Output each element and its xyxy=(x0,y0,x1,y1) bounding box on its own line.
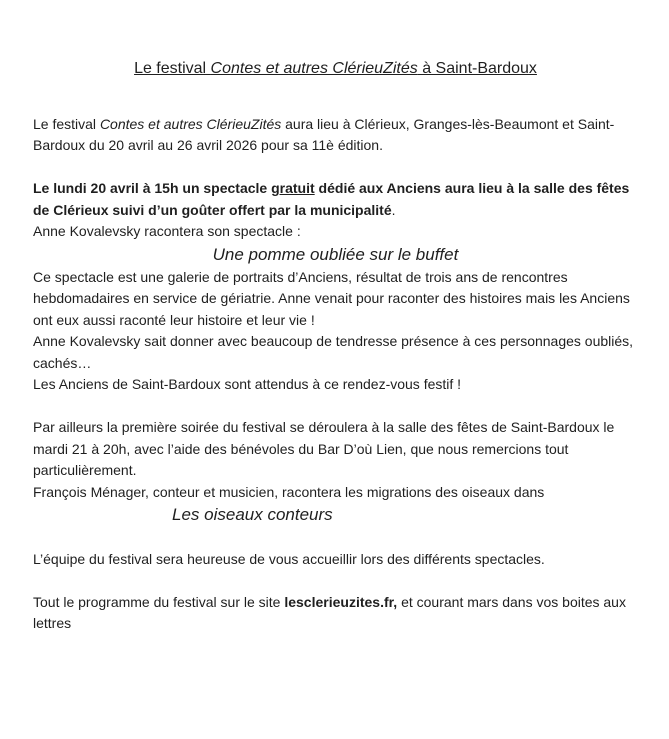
text-run: et courant mars dans vos boites aux lettres xyxy=(33,593,630,631)
text-run: Tout le programme du festival sur le site xyxy=(33,593,285,610)
text-run: Anne Kovalevsky sait donner avec beaucoup de tendresse présence à ces personnages oubliés, cachés… xyxy=(33,333,637,371)
blank-line xyxy=(33,396,638,418)
blank-line xyxy=(33,92,638,114)
document-title xyxy=(33,56,638,82)
text-run: Ce spectacle est une galerie de portraits d’Anciens, résultat de trois ans de rencontres hebdomadaires en service de gériatrie. Anne venait pour raconter des histoires mais les Anciens ont eux aussi raconté leur histoire et leur vie ! xyxy=(33,268,634,328)
show-title-les-oiseaux xyxy=(33,503,638,527)
text-run: Les oiseaux conteurs xyxy=(172,505,333,524)
blank-line xyxy=(33,157,638,179)
programme-paragraph xyxy=(33,592,638,635)
text-run: Par ailleurs la première soirée du festival se déroulera à la salle des fêtes de Saint-Bardoux le mardi 21 à 20h, avec l’aide des bénévoles du Bar D’où Lien, que nous remercions tout particulièrement. xyxy=(33,419,619,478)
show-description-paragraph xyxy=(33,267,638,332)
text-run: aura lieu à Clérieux, Granges-lès-Beaumont et Saint-Bardoux du 20 avril au 26 avril 2026 pour sa 11è édition. xyxy=(33,115,615,153)
blank-line xyxy=(33,527,638,549)
francois-menager-paragraph xyxy=(33,482,638,504)
text-run: lesclerieuzites.fr, xyxy=(284,593,398,610)
text-run: Anne Kovalevsky racontera son spectacle : xyxy=(33,223,301,239)
text-run: L’équipe du festival sera heureuse de vous accueillir lors des différents spectacles. xyxy=(33,550,545,567)
text-run: Les Anciens de Saint-Bardoux sont attendus à ce rendez-vous festif ! xyxy=(33,376,462,392)
anne-announce-paragraph xyxy=(33,221,638,243)
text-run: à Saint-Bardoux xyxy=(417,60,537,77)
anne-tendresse-paragraph xyxy=(33,331,638,374)
equipe-paragraph xyxy=(33,549,638,571)
text-run: Le festival xyxy=(134,60,211,77)
text-run: Le festival xyxy=(33,115,100,132)
text-run: Une pomme oubliée sur le buffet xyxy=(212,244,459,264)
text-run: François Ménager, conteur et musicien, racontera les migrations des oiseaux dans xyxy=(33,483,545,500)
text-run: . xyxy=(391,201,396,218)
text-run: gratuit xyxy=(271,180,315,196)
highlight-paragraph xyxy=(33,178,638,221)
show-title-une-pomme xyxy=(33,243,638,267)
blank-line xyxy=(33,570,638,592)
text-run: Le lundi 20 avril à 15h un spectacle xyxy=(33,180,272,196)
premiere-soiree-paragraph xyxy=(33,417,638,482)
text-run: Contes et autres ClérieuZités xyxy=(99,115,282,132)
intro-paragraph xyxy=(33,114,638,157)
anciens-invite-paragraph xyxy=(33,374,638,396)
text-run: Contes et autres ClérieuZités xyxy=(210,60,418,77)
text-run: dédié aux Anciens aura lieu à la salle des fêtes de Clérieux suivi d’un goûter offert par la municipalité xyxy=(33,180,634,218)
